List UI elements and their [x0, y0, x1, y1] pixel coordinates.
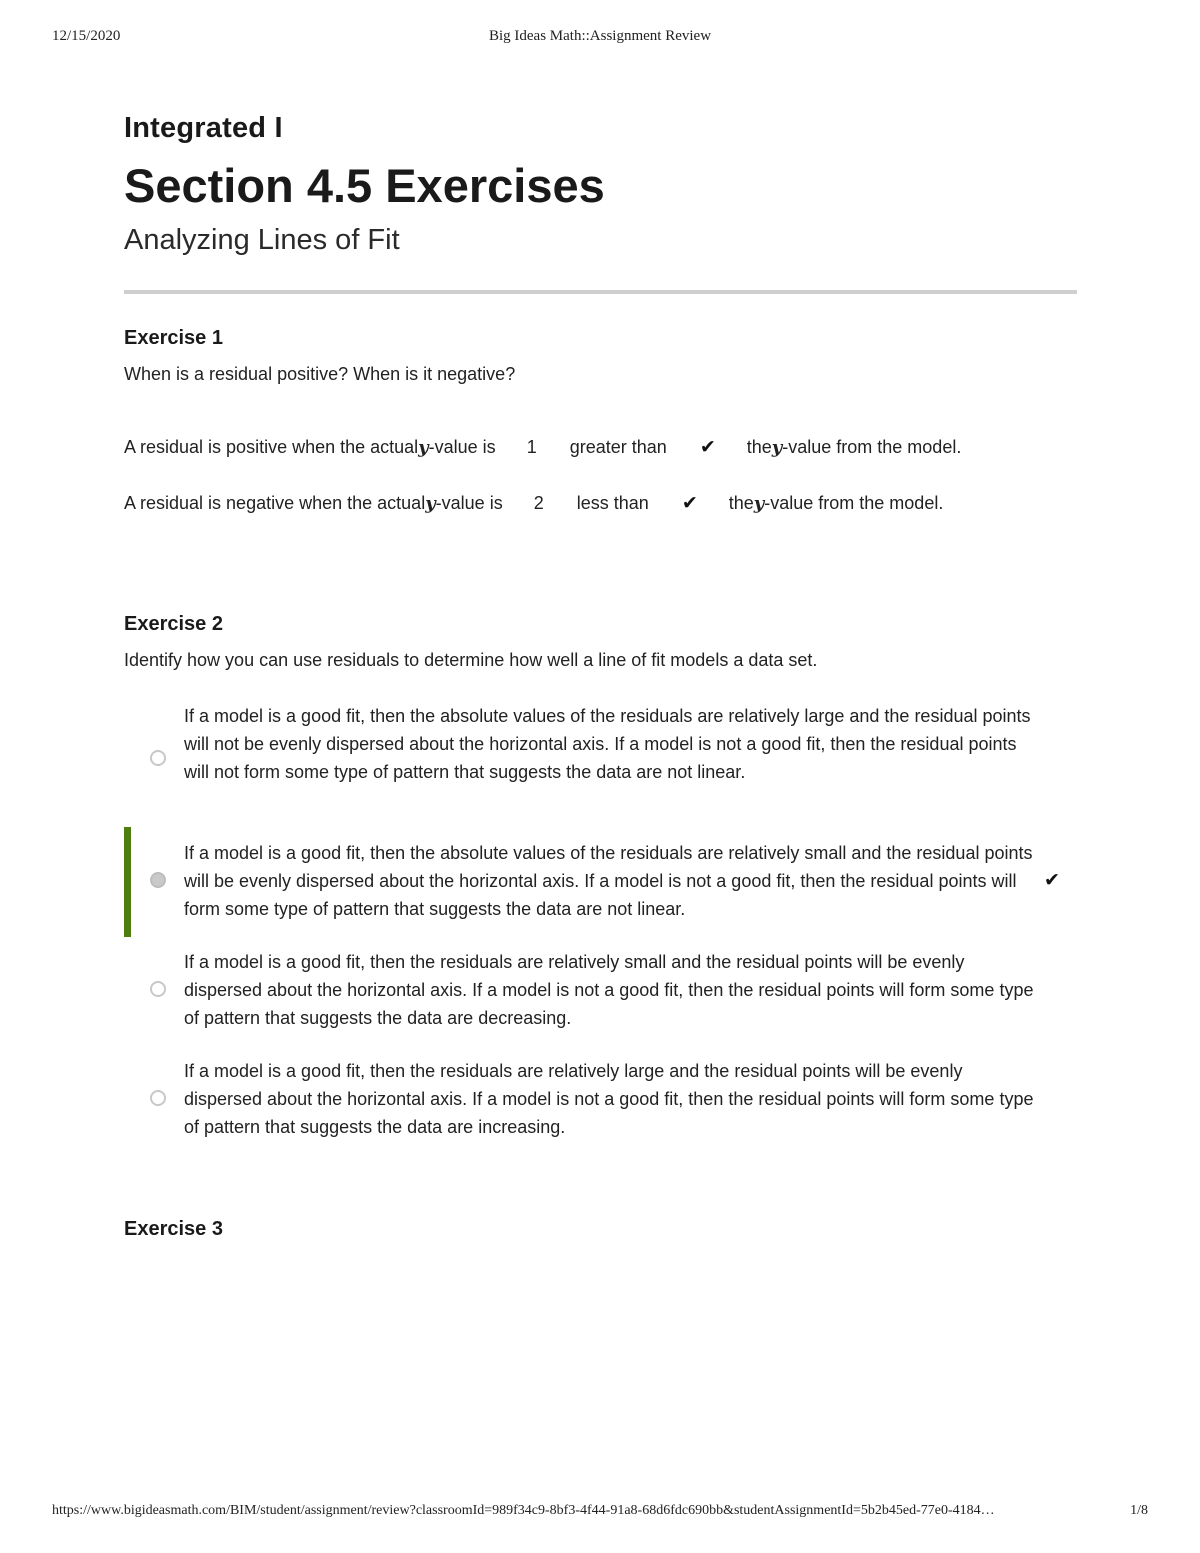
correct-check-icon: ✔: [1044, 870, 1060, 891]
exercise-1-title: Exercise 1: [124, 327, 223, 349]
radio-button[interactable]: [150, 1090, 166, 1106]
answer-dropdown[interactable]: greater than: [569, 437, 667, 457]
print-header: [52, 28, 1148, 50]
radio-button[interactable]: [150, 981, 166, 997]
exercise-3-title: Exercise 3: [124, 1218, 223, 1240]
exercise-1-row-positive: [124, 436, 961, 459]
row-mid: -value is: [428, 437, 496, 457]
row-suffix: -value from the model.: [782, 437, 962, 457]
print-url: https://www.bigideasmath.com/BIM/student/assignment/review?classroomId=989f34c9-8bf3-4f44-91a8-68d6fdc690bb&studentAssignmentId=5b2b45ed-77e0-4184…: [52, 1503, 995, 1518]
choice-text: If a model is a good fit, then the absolute values of the residuals are relatively large and the residual points will not be evenly dispersed about the horizontal axis. If a model is not a good fit, then the residual points will not form some type of pattern that suggests the data are not linear.: [184, 706, 1031, 782]
exercise-1-row-negative: [124, 492, 943, 515]
header-divider: [124, 290, 1077, 294]
row-prefix: A residual is negative when the actual: [124, 493, 426, 513]
choice-text: If a model is a good fit, then the absolute values of the residuals are relatively small and the residual points will be evenly dispersed about the horizontal axis. If a model is not a good fit, then the residual points will form some type of pattern that suggests the data are not linear.: [184, 843, 1033, 919]
row-suffix-pre: the: [728, 493, 754, 513]
print-page-title: Big Ideas Math::Assignment Review: [488, 28, 712, 44]
correct-check-icon: ✔: [699, 437, 716, 458]
row-suffix: -value from the model.: [764, 493, 944, 513]
choice-option-d[interactable]: [124, 1057, 1077, 1143]
y-variable: y: [771, 437, 783, 458]
choice-option-c[interactable]: [124, 948, 1077, 1034]
blank-number: 2: [533, 493, 544, 513]
blank-number: 1: [526, 437, 537, 457]
row-suffix-pre: the: [746, 437, 772, 457]
answer-dropdown[interactable]: less than: [576, 493, 649, 513]
print-footer: [52, 1503, 1148, 1525]
y-variable: y: [418, 437, 429, 458]
exercise-2-title: Exercise 2: [124, 613, 223, 635]
row-prefix: A residual is positive when the actual: [124, 437, 419, 457]
radio-button-selected[interactable]: [150, 872, 166, 888]
y-variable: y: [753, 493, 765, 514]
correct-check-icon: ✔: [681, 493, 698, 514]
exercise-2-prompt: Identify how you can use residuals to determine how well a line of fit models a data set.: [124, 650, 818, 670]
y-variable: y: [425, 493, 436, 514]
row-mid: -value is: [435, 493, 503, 513]
course-title: Integrated I: [124, 112, 283, 144]
radio-button[interactable]: [150, 750, 166, 766]
print-date: 12/15/2020: [52, 28, 121, 44]
section-subtitle: Analyzing Lines of Fit: [124, 224, 400, 256]
correct-answer-bar: [124, 827, 131, 937]
choice-option-b[interactable]: [124, 827, 1077, 937]
section-title: Section 4.5 Exercises: [124, 159, 605, 212]
choice-text: If a model is a good fit, then the residuals are relatively small and the residual points will be evenly dispersed about the horizontal axis. If a model is not a good fit, then the residual points will form some type of pattern that suggests the data are decreasing.: [184, 952, 1034, 1028]
choice-text: If a model is a good fit, then the residuals are relatively large and the residual points will be evenly dispersed about the horizontal axis. If a model is not a good fit, then the residual points will form some type of pattern that suggests the data are increasing.: [184, 1061, 1034, 1137]
page-number: 1/8: [1130, 1503, 1148, 1518]
exercise-1-prompt: When is a residual positive? When is it negative?: [124, 364, 516, 384]
choice-option-a[interactable]: [124, 702, 1077, 814]
